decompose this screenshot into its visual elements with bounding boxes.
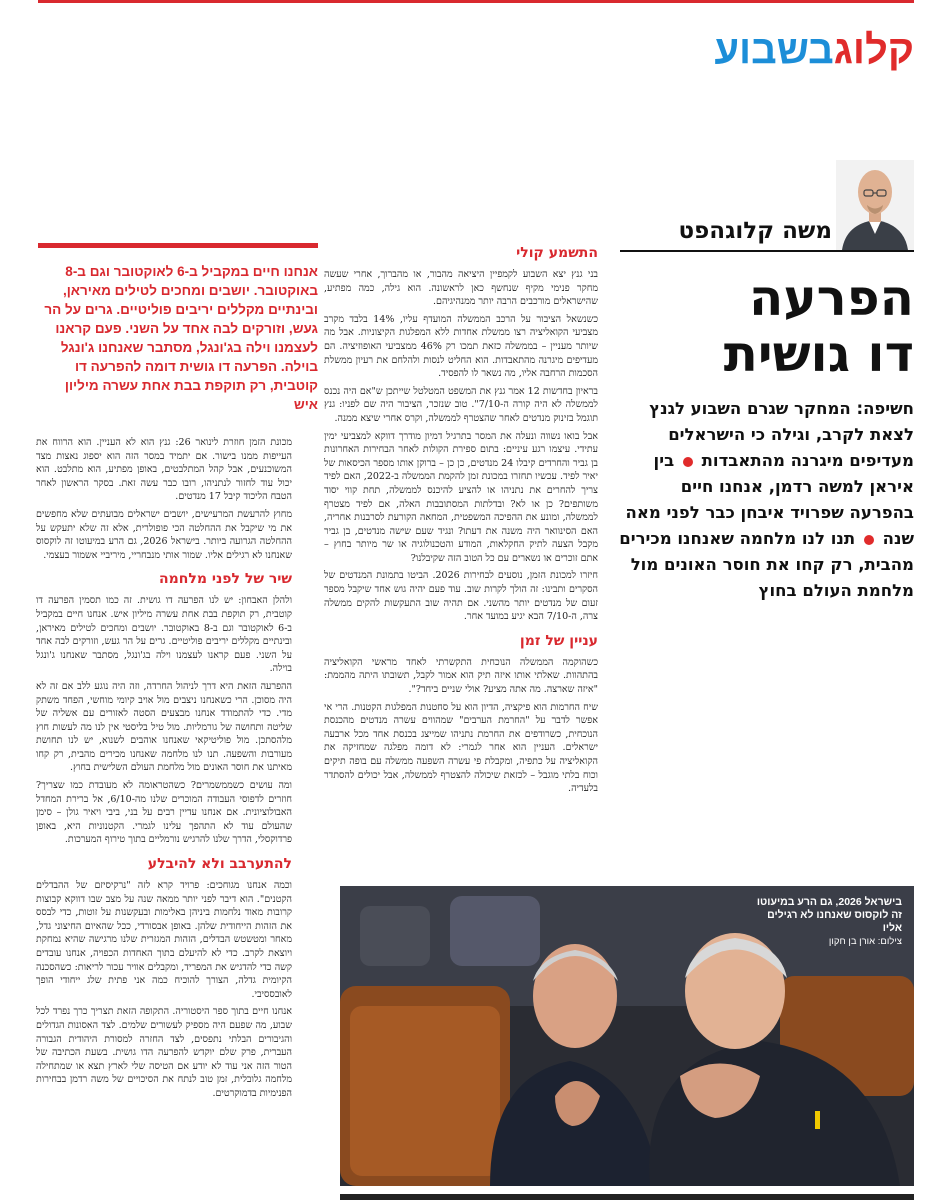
subhead: שיר של לפני מלחמה — [159, 571, 292, 588]
author-photo — [836, 160, 914, 250]
author-name: משה קלוגהפט — [678, 218, 832, 244]
subhead: התשמע קולי — [516, 245, 598, 261]
logo-main-text: קלוג — [833, 28, 914, 72]
photo-caption — [752, 896, 902, 948]
top-rule — [38, 0, 914, 3]
paragraph: ההפרעה הזאת היא דרך לניהול החרדה, וזה היה נוגע ללב אם זה לא היה מסוכן. הרי כשאנחנו ניצבים מול אויב קיומי מוחשי, הפחד משתק מדי. כדי להתמודד אנחנו מבצעים הסטה לאזורים עם אשליה של שליטה ותחושה של גורמליות. מול טיל בליסטי אין לנו מה לעשות חוץ מלהסתכן. מול פוליטיקאי שאנחנו אוהבים לשנוא, יש לנו תחושת מעורבות והשפעה. תנו לנו מלחמה שאנחנו מכירים מהבית, רק קחו מאיתנו את חוסר האונים מול מלחמת העולם השלישית בחוץ. — [36, 680, 292, 774]
pullquote: אנחנו חיים במקביל ב-6 לאוקטובר וגם ב-8 באוקטובר. יושבים ומחכים לטילים מאיראן, ובינתיים מקללים יריבים פוליטיים. גרים על הר געש, וזורקים לבה אחד על השני. פעם קראנו לעצמנו וילה בג'ונגל, מסתבר שאנחנו ג'ונגל בוילה. הפרעה דו גושית דומה להפרעה דו קוטבית, רק תוקפת בבת אחת עשרה מיליון איש — [44, 264, 318, 412]
pullquote-rule — [38, 243, 318, 248]
paragraph: ולהלן האבחון: יש לנו הפרעה דו גושית. זה כמו תסמין הפרעה דו קוטבית, רק תוקפת בבת אחת עשרה מיליון איש. אנחנו חיים במקביל ב-6 לאוקטובר וגם ב-8 באוקטובר. יושבים ומחכים לטילים מאיראן, ובינתיים מקללים יריבים פוליטיים. גרים על הר געש, וזורקים לבה אחד על השני. פעם קראנו לעצמנו וילה בג'ונגל, מסתבר שאנחנו ג'ונגל בוילה. — [36, 595, 292, 675]
author-rule — [620, 250, 914, 252]
paragraph: מכונת הזמן חוזרת לינואר 26: גנץ הוא לא העניין. הוא הרווח את העייפות ממנו בישור. אם יתמיד במסר הזה הוא יספוג נאצות מצד המשוכנעים, אבל קהל המתלבטים, באופן מפתיע, הוא מתלבט. הוא יכול עוד לחזור לנתניהו, רובו כבר עשה זאת. בסקר הראשון לאחר הטבח הליכוד קיבל 17 מנדטים. — [36, 437, 292, 503]
paragraph: חיזרו למכונת הזמן, נוסעים לבחירות 2026. הביטו בתמונת המנדטים של הסקרים ותבינו: זה הולך לקרות שוב. עוד פעם יהיה גוש אחד שיקבל מספר זעום של מנדטים יותר מהשני. אם תהיה שוב התעקשות להקים ממשלה צרה, ה-7/10 הבא יגיע במועד אחר. — [324, 570, 598, 623]
subhead: להתערבב ולא להיבלע — [147, 856, 292, 873]
paragraph: ומה עושים כשממשמרים? כשהטראומה לא מעובדת כמו שצריך? חוזרים לדפוסי העבודה המוכרים שלנו מה-6/10, אל ברירת המחדל האבולוציונית. אם אנחנו עדיין רבים על בני, ביבי ויאיר גולן – סימן שהעולם עוד לא התהפך עלינו לגמרי. הקטנוניות היא, באופן פרדוקסלי, הדרך שלנו להרגיש נורמליים בתוך טירוף המערכות. — [36, 780, 292, 846]
headline-line-1: הפרעה — [749, 269, 914, 327]
subhead: עניין של זמן — [519, 632, 598, 649]
red-dot-icon — [683, 457, 693, 467]
paragraph: שיח החרמות הוא פיקציה, הדיון הוא על סחטנות המפלגות הקטנות. הרי אי אפשר לדבר על "החרמת הערבים" שמהווים עשרה מנדטים מהכנסת הנוכחית, כשרודפים את החרמת נתניהו שמייצג בכנסת אחד מכל ארבעה ישראלים. העניין הוא אחר לגמרי: לא דומה מפלגה שמחזיקה את הקואליציה על כתפיה, ומקבלת פי עשרה השפעה ממשלה עם בופה תיקים וכוח בלתי מוגבל – לכזאת שיכולה להצטרף לממשלה, אבל יכולים להסתדר בלעדיה. — [324, 701, 598, 795]
lede-label: חשיפה: — [856, 399, 914, 418]
masthead-logo — [714, 28, 914, 72]
paragraph: בראיון בחדשות 12 אמר גנץ את המשפט המטלטל שייתכן ש"אם היה נכנס לממשלה לא היה קורה ה-7/10". טוב שנזכר, הציבור היה שם לפניו: גנץ תוגמל בזינוק מנדטים לאחר שהצטרף לממשלה, וקרס אחרי שיצא ממנה. — [324, 385, 598, 424]
logo-sub-text: בשבוע — [714, 28, 834, 72]
photo-credit: צילום: אורן בן חקון — [828, 936, 902, 947]
article-headline — [614, 270, 914, 382]
paragraph: וכמה אנחנו מגוחכים: פרויד קרא לזה "נרקיסיזם של ההבדלים הקטנים". הוא דיבר לפני יותר ממאה שנה על מצב שבו דווקא קבוצות קרובות מאוד נלחמות ביניהן באלימות ובעקשנות על זוטות, כדי לבסס את הזהות הייחודית שלהן. באופן אבסורדי, ככל שהאיום החיצוני גדל, מאחר ומטשטש הבדלים, הזהות המגזרית שלנו מרגישה שהיא נמחקת ויוצאת לקרב. כדי לא להיעלם בתוך האחדות הכפויה, אנחנו עובדים קשה כדי להדגיש את המפריד, ומקבלים אוויר עכור לריאות: כשהסכנה הקיומית גדלה, הצורך להוכיח כמה אני פתית שלג ייחודי הופך לאובססיבי. — [36, 880, 292, 1000]
article-column-left — [36, 436, 292, 1200]
lede-part-3: תנו לנו מלחמה שאנחנו מכירים מהבית, רק קחו את חוסר האונים מול מלחמת העולם בחוץ — [619, 529, 914, 600]
article-column-middle — [324, 236, 598, 866]
paragraph: אבל בואו נשווה ונעלה את המסר בתרגיל דמיון מודרך דווקא למצביעי ימין עתידי. עיצמו רגע עיניים: בתום ספירת הקולות לאחר הבחירות האחרונות בן גביר והחרדים קיבלו 24 מנדטים, כן כן – ברוקן אותו מספר הכיסאות של יאיר לפיד. עכשיו תחזרו במכונת זמן להקמת הממשלה ב-2022, האם לפיד צריך להחרים את נתניהו או להציע להיכנס לממשלה, תחת קווי יסוד משותפים? כן או לא? ובדלתות המסתובבות האלה, אם לפיד מצטרף לממשלה, ומונע את ההפיכה המשפטית, המחאה הקורעת לסרבנות אחריה, האם הסינוואר היה משנה את דעתו? ונגיד שעם שישה מנדטים, בן גביר מקבל הצעה לתיק החקלאות, המודע והטכנולוגיה או שר מיותר בחוץ – אתם זוכרים או נשארים עם כל הטוב הזה שקיבלנו? — [324, 430, 598, 564]
red-dot-icon — [864, 535, 874, 545]
lede-part-1: המחקר שגרם השבוע לגנץ לצאת לקרב, וגילה כי הישראלים מעדיפים מיגרנה מהתאבדות — [649, 399, 914, 470]
headline-line-2: דו גושית — [723, 325, 914, 383]
caption-text: בישראל 2026, גם הרע במיעוטו זה לוקסוס שאנחנו לא רגילים אליו — [756, 896, 902, 934]
paragraph: מחוץ להרעשת המרעישים, יושבים ישראלים מבועתים שלא מחפשים את מי שיקבל את ההחלטה הכי פופולרית, אלא זה שלא יתעקש על ההחלטה הגרועה ביותר. בישראל 2026, גם הרע במיעוטו זה לוקסוס שאנחנו לא רגילים אליו. שמור אותי מנבחריי, מיריביי אשמור בעצמי. — [36, 508, 292, 561]
paragraph: בני גנץ יצא השבוע לקמפיין היציאה מהבור, או מהברוך, אחרי שעשה מחקר פנימי מקיף שנחשף כאן לראשונה. הוא גילה, כמה מפתיע, שהישראלים מורכבים הרבה יותר ממנהיגיהם. — [324, 269, 598, 308]
article-lede — [614, 396, 914, 604]
paragraph: כשהוקמה הממשלה הנוכחית התקשרתי לאחד מראשי הקואליציה בהתהוות. שאלתי אותו איזה תיק הוא אמור לקבל, תשובתו היתה מהממת: "איזה שארצה. מה אתה מציע? אולי שניים ביחד?". — [324, 656, 598, 696]
paragraph: כשנשאל הציבור על הרכב הממשלה המועדף עליו, 14% בלבד מקרב מצביעי הקואליציה רצו ממשלת אחדות ללא המפלגות הקיצוניות. אבל מה שיותר מעניין – בממשלה כזאת תמכו רק 46% ממצביעי האופוזיציה. הם מעדיפים מיגרנה מהתאבדות. הוא החליט לנסות ולהלחם את רעיון ממשלת הסכמות הרחבה אליו, מה נשאר לו להפסיד. — [324, 313, 598, 380]
paragraph: אנחנו חיים בתוך ספר היסטוריה. התקופה הזאת תצריך כרך נפרד לכל שבוע, מה שפעם היה מספיק לעשורים שלמים. לצד האסונות הגדולים והגיבורים הבלתי נתפסים, לצד החזרה למסורת היהודית הגבורה העברית, פרק שלם יוקדש להפרעה הדו גושית. בשעת הכתיבה של הטור הזה אני עוד לא יודע אם הטיסה שלי לארץ תצא או שמתחילה מלחמה גלובלית, זמן טוב לנתח את הסיכויים של משה רדמן בבחירות הפנימיות בדמוקרטים. — [36, 1006, 292, 1099]
lede-part-2: בין איראן למשה רדמן, אנחנו חיים בהפרעה שפרויד איבחן כבר לפני מאה שנה — [625, 451, 914, 548]
bottom-rule — [340, 1194, 914, 1200]
